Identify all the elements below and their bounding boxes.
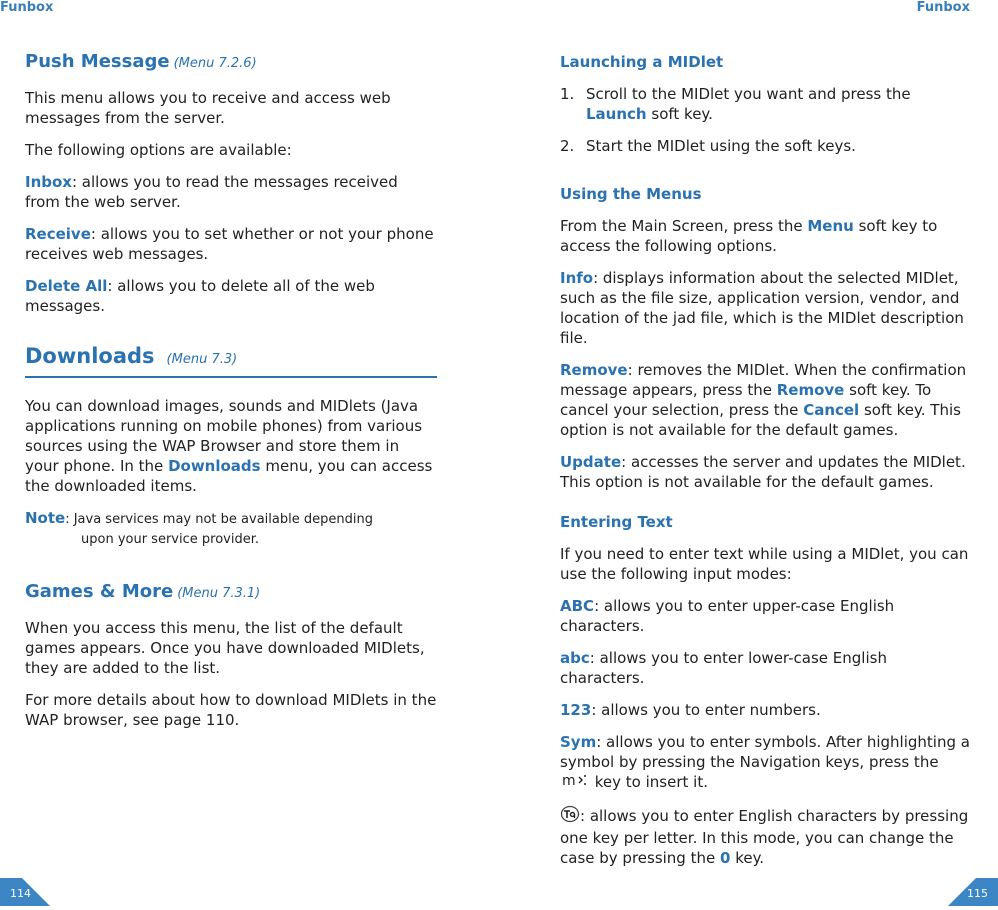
games-p2: For more details about how to download MIDlets in the WAP browser, see page 110. <box>25 691 437 729</box>
menus-intro: From the Main Screen, press the Menu soft key to access the following options. <box>560 217 938 255</box>
option-delete-all: Delete All: allows you to delete all of the web messages. <box>25 277 375 315</box>
entering-text-heading: Entering Text <box>560 513 673 531</box>
mode-123: 123: allows you to enter numbers. <box>560 701 821 719</box>
svg-text:m: m <box>562 773 576 788</box>
games-p1: When you access this menu, the list of the default games appears. Once you have downloaded MIDlets, they are added to the list. <box>25 619 425 677</box>
option-receive: Receive: allows you to set whether or not your phone receives web messages. <box>25 225 434 263</box>
right-page-column <box>560 52 972 880</box>
downloads-menu-ref: (Menu 7.3) <box>166 352 238 367</box>
t9-mode-icon <box>560 805 580 828</box>
running-header-right: Funbox <box>916 0 970 15</box>
games-more-heading: Games & More (Menu 7.3.1) <box>25 581 261 602</box>
list-item: 1. Scroll to the MIDlet you want and press the Launch soft key. <box>560 85 911 123</box>
push-intro: This menu allows you to receive and access web messages from the server. <box>25 89 391 127</box>
mode-abc-upper: ABC: allows you to enter upper-case English characters. <box>560 597 895 635</box>
ok-key-icon <box>560 772 590 793</box>
list-item: 2. Start the MIDlet using the soft keys. <box>560 137 856 155</box>
using-menus-heading: Using the Menus <box>560 185 702 203</box>
option-update: Update: accesses the server and updates the MIDlet. This option is not available for the default games. <box>560 453 966 491</box>
left-page-column <box>25 52 437 742</box>
push-options-intro: The following options are available: <box>25 141 292 159</box>
entering-intro: If you need to enter text while using a MIDlet, you can use the following input modes: <box>560 545 969 583</box>
downloads-intro: You can download images, sounds and MIDlets (Java applications running on mobile phones) from various sources using the WAP Browser and store them in your phone. In the Downloads menu, you can access the downloaded items. <box>25 397 433 495</box>
running-header-left: Funbox <box>0 0 54 15</box>
option-remove: Remove: removes the MIDlet. When the confirmation message appears, press the Remove soft key. To cancel your selection, press the Cancel soft key. This option is not available for the default games. <box>560 361 967 439</box>
mode-abc-lower: abc: allows you to enter lower-case English characters. <box>560 649 887 687</box>
push-message-heading: Push Message (Menu 7.2.6) <box>25 51 257 72</box>
page-number-left: 114 <box>0 878 50 906</box>
launching-heading: Launching a MIDlet <box>560 53 724 71</box>
option-inbox: Inbox: allows you to read the messages received from the web server. <box>25 173 398 211</box>
mode-sym: Sym: allows you to enter symbols. After highlighting a symbol by pressing the Navigation keys, press the m key to insert it. <box>560 733 970 791</box>
downloads-note: Note: Java services may not be available depending upon your service provider. <box>25 509 373 547</box>
launching-steps <box>560 84 972 156</box>
push-message-menu-ref: (Menu 7.2.6) <box>173 56 257 71</box>
downloads-heading: Downloads (Menu 7.3) <box>25 346 437 378</box>
mode-t9: : allows you to enter English characters by pressing one key per letter. In this mode, you can change the case by pressing the 0 key. <box>560 807 969 867</box>
page-number-right: 115 <box>948 878 998 906</box>
option-info: Info: displays information about the selected MIDlet, such as the file size, application version, vendor, and location of the jad file, which is the MIDlet description file. <box>560 269 964 347</box>
games-more-menu-ref: (Menu 7.3.1) <box>177 586 261 601</box>
